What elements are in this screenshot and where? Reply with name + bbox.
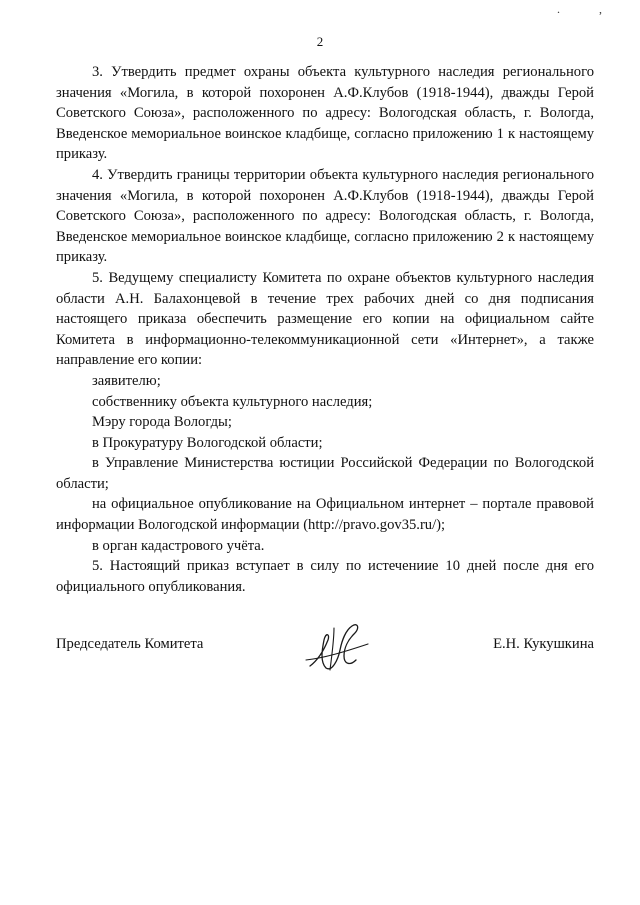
recipient-applicant: заявителю; bbox=[92, 372, 161, 389]
recipient-cadastre: в орган кадастрового учёта. bbox=[92, 537, 265, 554]
signature-block bbox=[56, 620, 594, 680]
paragraph-effective-date: 5. Настоящий приказ вступает в силу по истечениие 10 дней после дня его официального опубликования. bbox=[56, 558, 594, 595]
handwritten-signature bbox=[304, 620, 380, 678]
signer-title: Председатель Комитета bbox=[56, 636, 204, 652]
paragraph-item-3: 3. Утвердить предмет охраны объекта культурного наследия регионального значения «Могила, в которой похоронен А.Ф.Клубов (1918-1944), дважды Герой Советского Союза», расположенного по адресу: Вологодская область, г. Вологда, Введенское мемориальное воинское кладбище, согласно приложению 1 к настоящему приказу. bbox=[56, 64, 594, 163]
recipient-justice-ministry: в Управление Министерства юстиции Российской Федерации по Вологодской области; bbox=[56, 455, 594, 492]
document-body bbox=[56, 62, 594, 597]
paragraph-item-4: 4. Утвердить границы территории объекта культурного наследия регионального значения «Могила, в которой похоронен А.Ф.Клубов (1918-1944), дважды Герой Советского Союза», расположенного по адресу: Вологодская область, г. Вологда, Введенское мемориальное воинское кладбище, согласно приложению 2 к настоящему приказу. bbox=[56, 166, 594, 266]
corner-marks: . , bbox=[557, 2, 620, 16]
recipient-legal-portal: на официальное опубликование на Официальном интернет – портале правовой информации Вологодской информации (http://pravo.gov35.ru/); bbox=[56, 496, 594, 534]
recipient-prosecutor: в Прокуратуру Вологодской области; bbox=[92, 434, 323, 451]
recipient-owner: собственнику объекта культурного наследия; bbox=[92, 393, 373, 410]
paragraph-item-5: 5. Ведущему специалисту Комитета по охране объектов культурного наследия области А.Н. Балахонцевой в течение трех рабочих дней со дня подписания настоящего приказа обеспечить размещение его копии на официальном сайте Комитета в информационно-телекоммуникационной сети «Интернет», а также направление его копии: bbox=[56, 269, 594, 369]
signer-name: Е.Н. Кукушкина bbox=[493, 636, 594, 652]
page-number: 2 bbox=[316, 34, 324, 49]
recipient-mayor: Мэру города Вологды; bbox=[92, 414, 232, 431]
